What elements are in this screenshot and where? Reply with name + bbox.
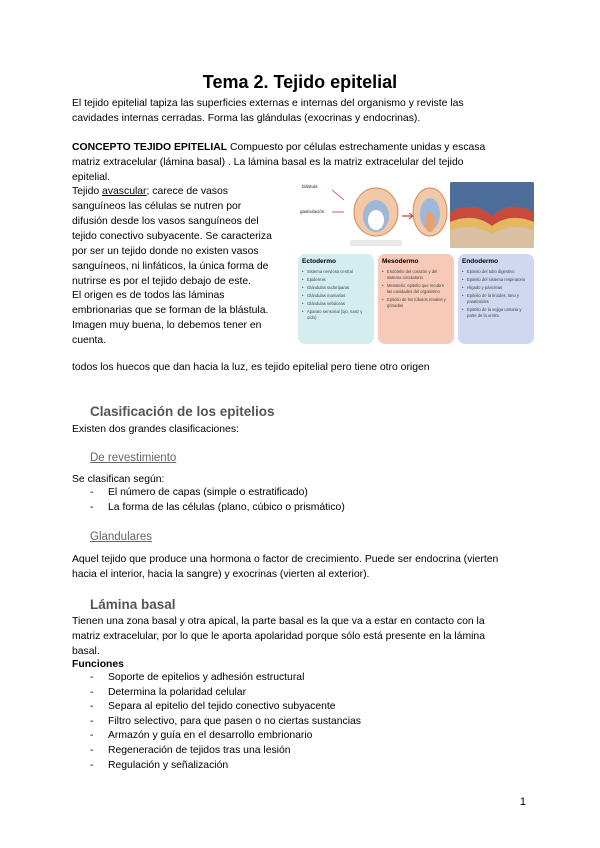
concepto-line-1-text: Compuesto por células estrechamente unidas y escasa xyxy=(227,142,486,153)
ectodermo-item: • Glándulas sebáceas xyxy=(302,301,370,307)
revestimiento-text: Se clasifican según: xyxy=(72,474,165,485)
endodermo-item: • Epitelio del sistema respiratorio xyxy=(462,277,530,283)
clasificacion-heading: Clasificación de los epitelios xyxy=(90,404,275,419)
lamina-line-2: matriz extracelular, por lo que le aporta apolaridad porque sólo está presente en la lámina xyxy=(72,631,485,642)
mesodermo-item: • Endotelio del corazón y del sistema circulatorio xyxy=(382,269,450,281)
ectodermo-item: • Epidermis xyxy=(302,277,370,283)
avascular-prefix: Tejido xyxy=(72,186,103,197)
endodermo-title: Endodermo xyxy=(462,258,499,265)
avascular-line: tejido conectivo subyacente. Se caracteriza xyxy=(72,231,272,242)
concepto-line-2: matriz extracelular (lámina basal) . La lámina basal es la matriz extracelular del tejido xyxy=(72,157,464,168)
mesodermo-item: • Mesotelio: epitelio que recubre las cavidades del organismo xyxy=(382,283,450,295)
ectodermo-item: • Glándulas mamarias xyxy=(302,293,370,299)
ectodermo-title: Ectodermo xyxy=(302,258,336,265)
avascular-rest: ; carece de vasos xyxy=(146,186,228,197)
list-item: - Determina la polaridad celular xyxy=(90,686,361,701)
avascular-line: cuenta. xyxy=(72,335,107,346)
revestimiento-heading: De revestimiento xyxy=(90,452,177,464)
avascular-line: sanguíneos las células se nutren por xyxy=(72,201,242,212)
intro-line-2: cavidades internas cerradas. Forma las glándulas (exocrinas y endocrinas). xyxy=(72,113,421,124)
list-item: - El número de capas (simple o estratificado) xyxy=(90,486,345,501)
glandulares-heading: Glandulares xyxy=(90,531,153,543)
endodermo-item: • Epitelio del tubo digestivo xyxy=(462,269,530,275)
avascular-line-1 xyxy=(72,184,228,200)
avascular-line: sanguíneos, ni linfáticos, la única forma de xyxy=(72,261,269,272)
glandulares-line-1: Aquel tejido que produce una hormona o factor de crecimiento. Puede ser endocrina (vierten xyxy=(72,554,499,565)
list-item: - Soporte de epitelios y adhesión estructural xyxy=(90,671,361,686)
avascular-line: El origen es de todos las láminas xyxy=(72,290,225,301)
list-item: - Regulación y señalización xyxy=(90,759,361,774)
endodermo-item: • Hígado y páncreas xyxy=(462,285,530,291)
funciones-label: Funciones xyxy=(72,659,124,670)
list-item: - Filtro selectivo, para que pasen o no ciertas sustancias xyxy=(90,715,361,730)
epithelium-micrograph xyxy=(450,182,534,248)
concepto-line-3: epitelial. xyxy=(72,172,111,183)
avascular-line: Imagen muy buena, lo debemos tener en xyxy=(72,320,262,331)
list-item: - Separa al epitelio del tejido conectivo subyacente xyxy=(90,700,361,715)
lamina-heading: Lámina basal xyxy=(90,597,176,612)
avascular-line: embrionarias que se forman de la blástula. xyxy=(72,305,269,316)
ectodermo-item: • Glándulas sudoríparas xyxy=(302,285,370,291)
concepto-line-1 xyxy=(72,140,485,156)
concepto-label: CONCEPTO TEJIDO EPITELIAL xyxy=(72,142,228,153)
mesodermo-card xyxy=(378,254,454,344)
avascular-line: por ser un tejido donde no existen vasos xyxy=(72,246,259,257)
huecos-text: todos los huecos que dan hacia la luz, es tejido epitelial pero tiene otro origen xyxy=(72,362,430,373)
glandulares-line-2: hacia el interior, hacia la sangre) y exocrinas (vierten al exterior). xyxy=(72,569,370,580)
ectodermo-item: • Sistema nervioso central xyxy=(302,269,370,275)
page-title: Tema 2. Tejido epitelial xyxy=(202,72,398,92)
endodermo-card xyxy=(458,254,534,344)
ectodermo-item: • Aparato sensorial (ojo, nariz y oído) xyxy=(302,309,370,321)
list-item: - Armazón y guía en el desarrollo embrionario xyxy=(90,729,361,744)
intro-line-1: El tejido epitelial tapiza las superficies externas e internas del organismo y reviste las xyxy=(72,98,464,109)
germ-layers-figure xyxy=(298,182,534,344)
gastrulation-label: gastrulación xyxy=(300,209,325,214)
list-item: - Regeneración de tejidos tras una lesión xyxy=(90,744,361,759)
revestimiento-list xyxy=(90,486,345,515)
mesodermo-title: Mesodermo xyxy=(382,258,419,265)
avascular-line: nutrirse es por el tejido debajo de este. xyxy=(72,276,252,287)
list-item: - La forma de las células (plano, cúbico o prismático) xyxy=(90,501,345,516)
mesodermo-item: • Epitelio de los túbulos renales y gónadas xyxy=(382,297,450,309)
page-number: 1 xyxy=(519,796,526,808)
avascular-term: avascular xyxy=(102,186,147,197)
lamina-line-1: Tienen una zona basal y otra apical, la parte basal es la que va a estar en contacto con la xyxy=(72,616,485,627)
gastrulation-illustration xyxy=(298,182,448,248)
endodermo-item: • Epitelio de la vejiga urinaria y parte de la uretra xyxy=(462,307,530,319)
ectodermo-card xyxy=(298,254,374,344)
lamina-line-3: basal. xyxy=(72,646,100,657)
funciones-list xyxy=(90,671,361,773)
endodermo-item: • Epitelio de la tiroides, timo y paratiroides xyxy=(462,293,530,305)
clasificacion-text: Existen dos grandes clasificaciones: xyxy=(72,424,239,435)
avascular-line: difusión desde los vasos sanguíneos del xyxy=(72,216,259,227)
blastula-label: blástula xyxy=(302,184,318,189)
